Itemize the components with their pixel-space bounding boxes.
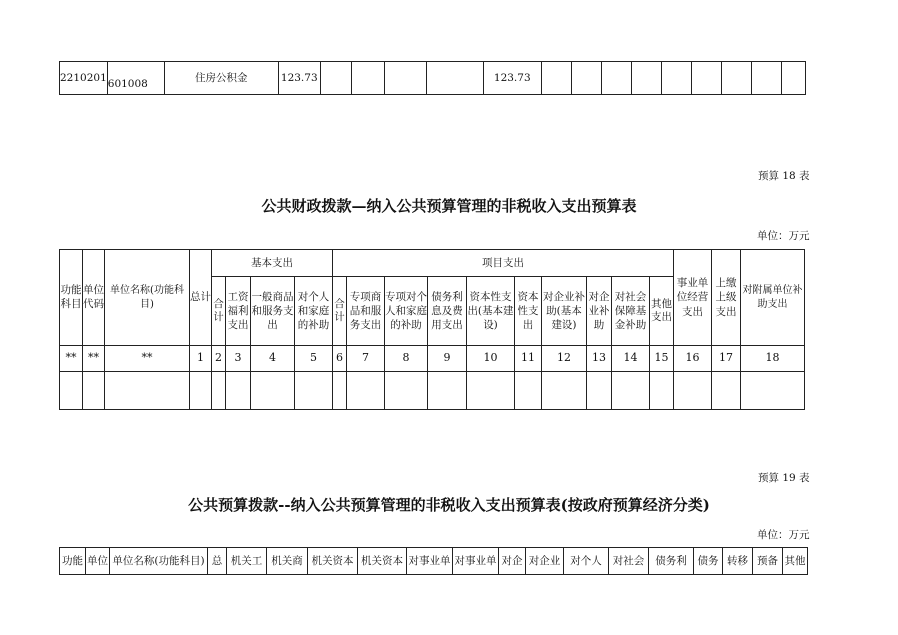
table19-label: 预算 19 表 (758, 472, 810, 484)
header-subtotal-project: 合计 (333, 277, 347, 346)
header-cell: 对事业单 (407, 548, 453, 575)
num-cell: ** (60, 346, 83, 372)
header-cell: 机关资本 (308, 548, 358, 575)
header-upper: 上缴上级支出 (712, 250, 741, 346)
header-cell: 债务利 (649, 548, 694, 575)
num-cell: 6 (333, 346, 347, 372)
total-cell: 123.73 (278, 62, 320, 95)
table18-title: 公共财政拨款—纳入公共预算管理的非税收入支出预算表 (261, 197, 637, 215)
func-code-cell: 2210201 (60, 62, 108, 95)
empty-row (60, 372, 805, 410)
num-cell: 14 (612, 346, 650, 372)
header-cell: 对社会 (609, 548, 649, 575)
num-cell: 9 (428, 346, 467, 372)
header-enterprise: 对企业补助 (587, 277, 612, 346)
num-cell: 16 (674, 346, 712, 372)
num-cell: 7 (347, 346, 385, 372)
num-cell: 8 (385, 346, 428, 372)
num-cell: 10 (467, 346, 515, 372)
num-cell: 2 (212, 346, 226, 372)
header-capital-basic: 资本性支出(基本建设) (467, 277, 515, 346)
header-personal: 对个人和家庭的补助 (295, 277, 333, 346)
header-subtotal-basic: 合计 (212, 277, 226, 346)
num-cell: 17 (712, 346, 741, 372)
header-cell: 对企业 (526, 548, 564, 575)
num-cell: ** (105, 346, 190, 372)
header-capital: 资本性支出 (515, 277, 542, 346)
number-row (60, 346, 805, 372)
header-row (60, 250, 805, 277)
num-cell: 4 (251, 346, 295, 372)
header-cell: 对企 (499, 548, 526, 575)
num-cell: 18 (741, 346, 805, 372)
header-cell: 其他 (783, 548, 808, 575)
header-enterprise-basic: 对企业补助(基本建设) (542, 277, 587, 346)
num-cell: ** (83, 346, 105, 372)
num-cell: 5 (295, 346, 333, 372)
header-cell: 债务 (694, 548, 723, 575)
header-debt: 债务利息及费用支出 (428, 277, 467, 346)
table18-unit: 单位：万元 (757, 230, 810, 242)
budget-table-18 (59, 249, 805, 410)
header-cell: 功能 (60, 548, 86, 575)
basic-total-cell: 123.73 (483, 62, 541, 95)
header-cell: 单位名称(功能科目) (110, 548, 208, 575)
header-special-goods: 专项商品和服务支出 (347, 277, 385, 346)
header-unit-code: 单位代码 (83, 250, 105, 346)
num-cell: 11 (515, 346, 542, 372)
header-row (60, 548, 808, 575)
header-cell: 对事业单 (453, 548, 499, 575)
header-cell: 转移 (723, 548, 753, 575)
header-cell: 预备 (753, 548, 783, 575)
name-cell: 住房公积金 (164, 62, 278, 95)
header-affiliated: 对附属单位补助支出 (741, 250, 805, 346)
header-special-personal: 专项对个人和家庭的补助 (385, 277, 428, 346)
header-business: 事业单位经营支出 (674, 250, 712, 346)
table19-unit: 单位：万元 (757, 529, 810, 541)
header-cell: 单位 (86, 548, 110, 575)
header-func: 功能科目 (60, 250, 83, 346)
header-other: 其他支出 (650, 277, 674, 346)
header-cell: 对个人 (564, 548, 609, 575)
header-total: 总计 (190, 250, 212, 346)
budget-table-19 (59, 547, 808, 575)
unit-code-cell: 601008 (107, 62, 164, 95)
header-unit-name: 单位名称(功能科目) (105, 250, 190, 346)
header-wages: 工资福利支出 (226, 277, 251, 346)
num-cell: 3 (226, 346, 251, 372)
table-row (60, 62, 806, 95)
header-cell: 机关工 (227, 548, 267, 575)
header-cell: 总 (208, 548, 227, 575)
header-cell: 机关资本 (358, 548, 407, 575)
header-goods: 一般商品和服务支出 (251, 277, 295, 346)
num-cell: 1 (190, 346, 212, 372)
table18-label: 预算 18 表 (758, 170, 810, 182)
header-social: 对社会保障基金补助 (612, 277, 650, 346)
header-cell: 机关商 (267, 548, 308, 575)
table19-title: 公共预算拨款--纳入公共预算管理的非税收入支出预算表(按政府预算经济分类) (188, 496, 710, 514)
num-cell: 12 (542, 346, 587, 372)
continuation-table (59, 61, 806, 95)
header-project: 项目支出 (333, 250, 674, 277)
num-cell: 15 (650, 346, 674, 372)
header-basic: 基本支出 (212, 250, 333, 277)
num-cell: 13 (587, 346, 612, 372)
